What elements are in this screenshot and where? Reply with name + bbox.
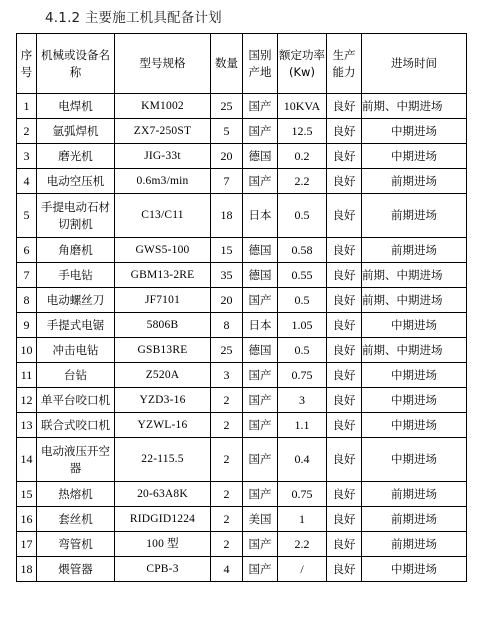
cell-name: 套丝机: [37, 507, 115, 532]
cell-entry-time: 前期进场: [362, 532, 467, 557]
cell-power: 0.2: [278, 144, 327, 169]
cell-capacity: 良好: [327, 532, 362, 557]
cell-index: 3: [17, 144, 37, 169]
cell-index: 4: [17, 169, 37, 194]
cell-entry-time: 中期进场: [362, 363, 467, 388]
cell-model: RIDGID1224: [115, 507, 211, 532]
cell-quantity: 2: [211, 388, 243, 413]
cell-origin: 国产: [243, 413, 278, 438]
cell-quantity: 2: [211, 507, 243, 532]
cell-entry-time: 前期进场: [362, 482, 467, 507]
cell-model: 0.6m3/min: [115, 169, 211, 194]
cell-index: 7: [17, 263, 37, 288]
cell-quantity: 35: [211, 263, 243, 288]
cell-model: JF7101: [115, 288, 211, 313]
cell-entry-time: 前期、中期进场: [362, 288, 467, 313]
cell-origin: 德国: [243, 263, 278, 288]
table-row: [17, 94, 467, 119]
cell-entry-time: 前期进场: [362, 238, 467, 263]
header-cell-power: 额定功率(Kw): [278, 34, 327, 94]
cell-model: C13/C11: [115, 194, 211, 238]
cell-capacity: 良好: [327, 482, 362, 507]
cell-index: 16: [17, 507, 37, 532]
cell-index: 14: [17, 438, 37, 482]
cell-quantity: 2: [211, 532, 243, 557]
cell-origin: 日本: [243, 313, 278, 338]
cell-quantity: 18: [211, 194, 243, 238]
cell-quantity: 2: [211, 438, 243, 482]
cell-index: 17: [17, 532, 37, 557]
cell-origin: 美国: [243, 507, 278, 532]
cell-power: 2.2: [278, 169, 327, 194]
cell-index: 11: [17, 363, 37, 388]
cell-name: 手电钻: [37, 263, 115, 288]
cell-name: 电动螺丝刀: [37, 288, 115, 313]
cell-power: 0.5: [278, 288, 327, 313]
cell-quantity: 7: [211, 169, 243, 194]
cell-name: 电焊机: [37, 94, 115, 119]
cell-capacity: 良好: [327, 194, 362, 238]
cell-quantity: 2: [211, 413, 243, 438]
table-row: [17, 482, 467, 507]
cell-capacity: 良好: [327, 413, 362, 438]
cell-name: 手提电动石材切割机: [37, 194, 115, 238]
cell-name: 联合式咬口机: [37, 413, 115, 438]
cell-quantity: 20: [211, 144, 243, 169]
header-cell-model: 型号规格: [115, 34, 211, 94]
cell-origin: 国产: [243, 532, 278, 557]
cell-quantity: 8: [211, 313, 243, 338]
cell-model: GWS5-100: [115, 238, 211, 263]
cell-power: 12.5: [278, 119, 327, 144]
cell-entry-time: 中期进场: [362, 313, 467, 338]
cell-index: 15: [17, 482, 37, 507]
cell-entry-time: 前期进场: [362, 194, 467, 238]
header-cell-name: 机械或设备名称: [37, 34, 115, 94]
cell-capacity: 良好: [327, 238, 362, 263]
cell-capacity: 良好: [327, 94, 362, 119]
table-row: [17, 238, 467, 263]
cell-quantity: 4: [211, 557, 243, 582]
cell-power: /: [278, 557, 327, 582]
cell-quantity: 15: [211, 238, 243, 263]
cell-model: GBM13-2RE: [115, 263, 211, 288]
cell-index: 12: [17, 388, 37, 413]
cell-capacity: 良好: [327, 388, 362, 413]
header-cell-capacity: 生产能力: [327, 34, 362, 94]
cell-name: 磨光机: [37, 144, 115, 169]
cell-power: 0.4: [278, 438, 327, 482]
cell-capacity: 良好: [327, 144, 362, 169]
table-row: [17, 557, 467, 582]
cell-name: 电动液压开空器: [37, 438, 115, 482]
table-row: [17, 194, 467, 238]
cell-quantity: 25: [211, 94, 243, 119]
cell-power: 0.58: [278, 238, 327, 263]
cell-capacity: 良好: [327, 338, 362, 363]
cell-index: 1: [17, 94, 37, 119]
cell-entry-time: 前期、中期进场: [362, 94, 467, 119]
section-heading: 4.1.2 主要施工机具配备计划: [45, 10, 222, 26]
cell-index: 13: [17, 413, 37, 438]
cell-model: Z520A: [115, 363, 211, 388]
cell-model: KM1002: [115, 94, 211, 119]
table-row: [17, 363, 467, 388]
table-row: [17, 507, 467, 532]
cell-name: 弯管机: [37, 532, 115, 557]
header-cell-quantity: 数量: [211, 34, 243, 94]
cell-index: 5: [17, 194, 37, 238]
table-row: [17, 413, 467, 438]
cell-entry-time: 前期、中期进场: [362, 263, 467, 288]
cell-name: 冲击电钻: [37, 338, 115, 363]
cell-power: 0.75: [278, 482, 327, 507]
cell-capacity: 良好: [327, 438, 362, 482]
cell-index: 8: [17, 288, 37, 313]
table-row: [17, 288, 467, 313]
cell-origin: 国产: [243, 388, 278, 413]
cell-capacity: 良好: [327, 363, 362, 388]
cell-model: CPB-3: [115, 557, 211, 582]
cell-power: 2.2: [278, 532, 327, 557]
cell-capacity: 良好: [327, 507, 362, 532]
cell-quantity: 20: [211, 288, 243, 313]
table-row: [17, 313, 467, 338]
cell-capacity: 良好: [327, 119, 362, 144]
cell-capacity: 良好: [327, 557, 362, 582]
cell-origin: 日本: [243, 194, 278, 238]
table-row: [17, 532, 467, 557]
table-row: [17, 119, 467, 144]
cell-name: 热熔机: [37, 482, 115, 507]
table-row: [17, 388, 467, 413]
table-body: [17, 94, 467, 582]
cell-power: 0.5: [278, 194, 327, 238]
cell-capacity: 良好: [327, 288, 362, 313]
cell-origin: 国产: [243, 438, 278, 482]
cell-model: YZD3-16: [115, 388, 211, 413]
cell-entry-time: 中期进场: [362, 413, 467, 438]
cell-quantity: 2: [211, 482, 243, 507]
cell-power: 0.75: [278, 363, 327, 388]
header-cell-origin: 国别产地: [243, 34, 278, 94]
cell-origin: 德国: [243, 238, 278, 263]
cell-index: 2: [17, 119, 37, 144]
cell-quantity: 5: [211, 119, 243, 144]
cell-index: 6: [17, 238, 37, 263]
header-cell-index: 序号: [17, 34, 37, 94]
cell-index: 10: [17, 338, 37, 363]
cell-entry-time: 中期进场: [362, 388, 467, 413]
equipment-table: [16, 33, 467, 582]
header-cell-entry-time: 进场时间: [362, 34, 467, 94]
cell-name: 角磨机: [37, 238, 115, 263]
table-row: [17, 169, 467, 194]
cell-capacity: 良好: [327, 263, 362, 288]
cell-entry-time: 前期进场: [362, 169, 467, 194]
table-row: [17, 263, 467, 288]
cell-capacity: 良好: [327, 169, 362, 194]
cell-power: 1.05: [278, 313, 327, 338]
cell-model: 100 型: [115, 532, 211, 557]
cell-name: 单平台咬口机: [37, 388, 115, 413]
cell-capacity: 良好: [327, 313, 362, 338]
cell-power: 0.55: [278, 263, 327, 288]
cell-origin: 德国: [243, 144, 278, 169]
cell-power: 0.5: [278, 338, 327, 363]
cell-quantity: 3: [211, 363, 243, 388]
cell-model: JIG-33t: [115, 144, 211, 169]
cell-origin: 国产: [243, 94, 278, 119]
cell-name: 台钻: [37, 363, 115, 388]
cell-origin: 国产: [243, 557, 278, 582]
cell-origin: 国产: [243, 169, 278, 194]
cell-name: 煨管器: [37, 557, 115, 582]
cell-origin: 德国: [243, 338, 278, 363]
cell-model: YZWL-16: [115, 413, 211, 438]
cell-entry-time: 前期进场: [362, 507, 467, 532]
cell-model: 5806B: [115, 313, 211, 338]
cell-power: 3: [278, 388, 327, 413]
cell-index: 9: [17, 313, 37, 338]
cell-origin: 国产: [243, 363, 278, 388]
table-row: [17, 338, 467, 363]
cell-quantity: 25: [211, 338, 243, 363]
table-row: [17, 144, 467, 169]
cell-origin: 国产: [243, 119, 278, 144]
table-row: [17, 438, 467, 482]
cell-power: 1: [278, 507, 327, 532]
cell-entry-time: 前期、中期进场: [362, 338, 467, 363]
cell-entry-time: 中期进场: [362, 438, 467, 482]
cell-name: 电动空压机: [37, 169, 115, 194]
table-header-row: [17, 34, 467, 94]
cell-name: 氩弧焊机: [37, 119, 115, 144]
cell-origin: 国产: [243, 482, 278, 507]
cell-entry-time: 中期进场: [362, 144, 467, 169]
cell-power: 10KVA: [278, 94, 327, 119]
cell-origin: 国产: [243, 288, 278, 313]
cell-entry-time: 中期进场: [362, 557, 467, 582]
cell-model: ZX7-250ST: [115, 119, 211, 144]
cell-power: 1.1: [278, 413, 327, 438]
cell-model: 22-115.5: [115, 438, 211, 482]
cell-model: 20-63A8K: [115, 482, 211, 507]
cell-index: 18: [17, 557, 37, 582]
cell-entry-time: 中期进场: [362, 119, 467, 144]
cell-name: 手提式电锯: [37, 313, 115, 338]
cell-model: GSB13RE: [115, 338, 211, 363]
